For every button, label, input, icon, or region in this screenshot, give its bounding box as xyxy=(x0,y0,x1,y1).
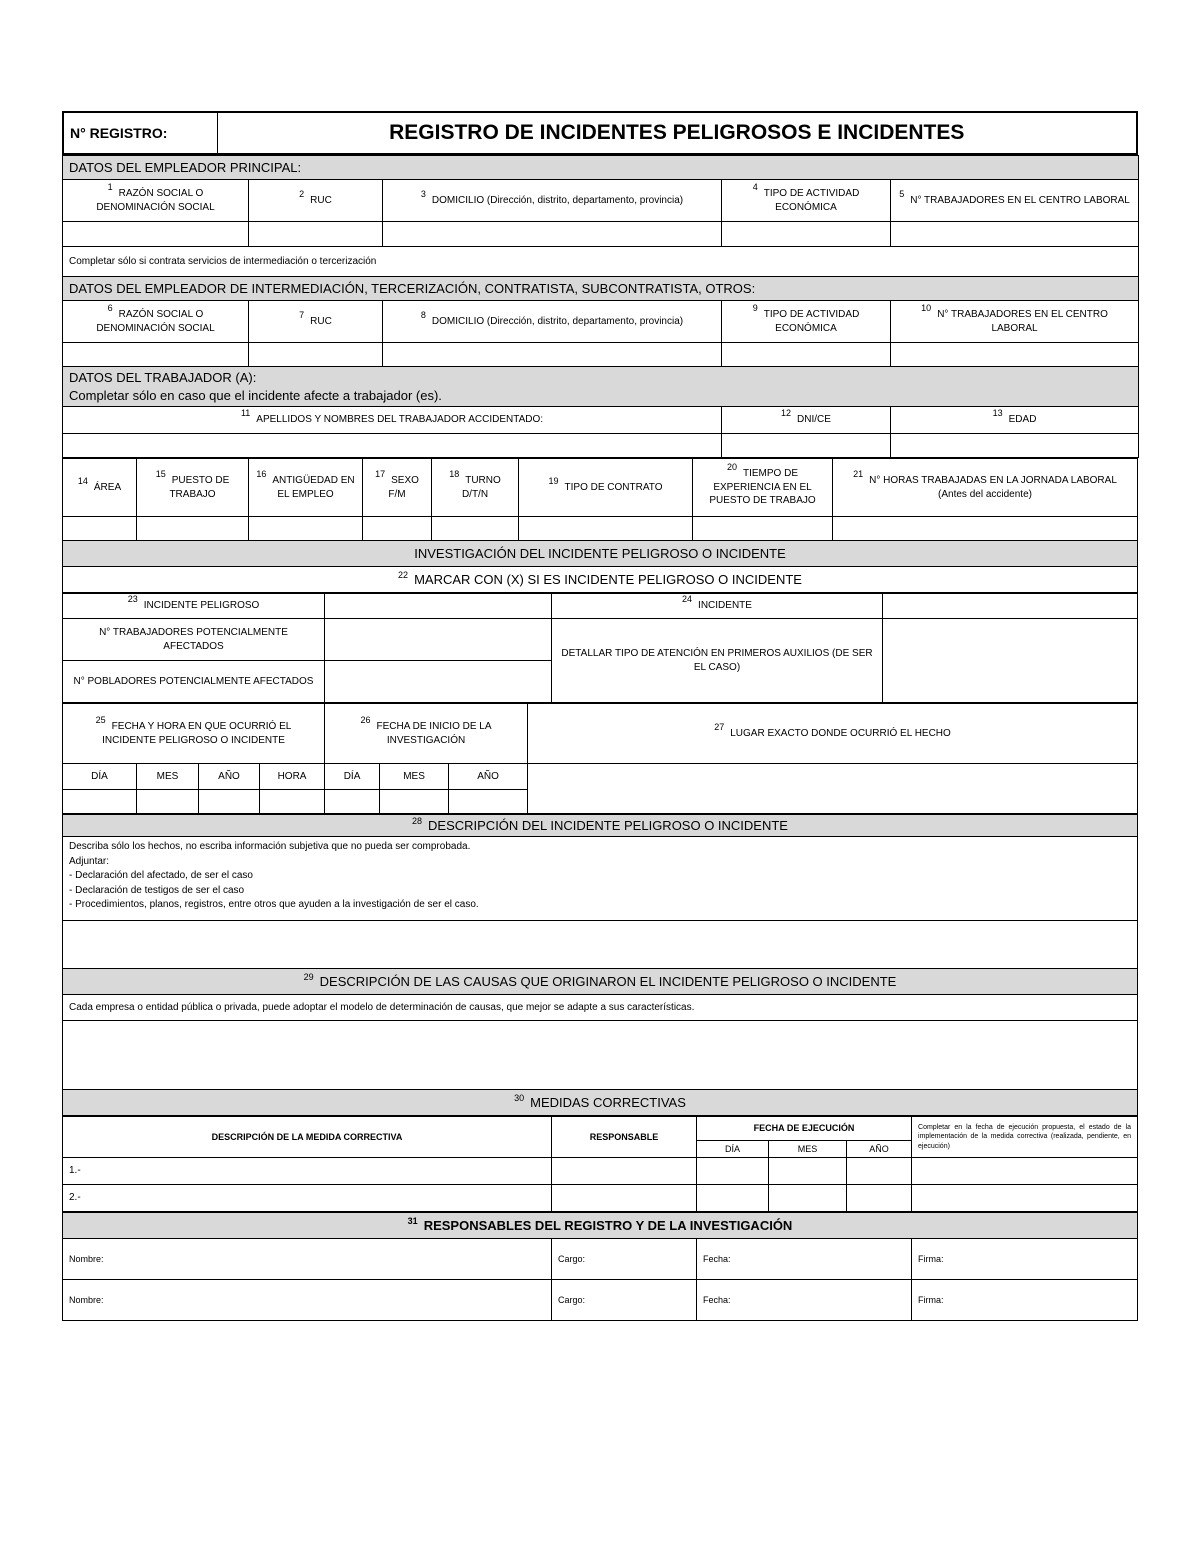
trabajador-note: Completar sólo en caso que el incidente afecte a trabajador (es). xyxy=(69,387,442,403)
input-razon-social-1[interactable] xyxy=(63,222,249,247)
trabajador-title: DATOS DEL TRABAJADOR (A): xyxy=(69,369,257,385)
incident-register-form xyxy=(62,111,1138,1321)
field-antiguedad-16: 16ANTIGÜEDAD EN EL EMPLEO xyxy=(249,459,363,517)
trabajadores-afectados-label: N° TRABAJADORES POTENCIALMENTE AFECTADOS xyxy=(63,619,325,661)
input-trabajadores-5[interactable] xyxy=(891,222,1139,247)
fecha-inicio-label: 26FECHA DE INICIO DE LA INVESTIGACIÓN xyxy=(325,704,528,764)
input-descripcion[interactable] xyxy=(63,921,1138,969)
input-contrato-19[interactable] xyxy=(519,517,693,541)
input-mes-ejecucion[interactable] xyxy=(769,1185,847,1212)
worker-detail-table xyxy=(62,458,1138,593)
field-experiencia-20: 20TIEMPO DE EXPERIENCIA EN EL PUESTO DE TRABAJO xyxy=(693,459,833,517)
responsables-title: $^{31}$ RESPONSABLES DEL REGISTRO Y DE LA INVESTIGACIÓN xyxy=(63,1213,1138,1239)
descripcion-instructions xyxy=(63,837,1138,921)
lugar-label: 27LUGAR EXACTO DONDE OCURRIÓ EL HECHO xyxy=(528,704,1138,764)
field-domicilio-3: 3DOMICILIO (Dirección, distrito, departamento, provincia) xyxy=(383,180,722,222)
input-domicilio-8[interactable] xyxy=(383,343,722,367)
firma-field[interactable]: Firma: xyxy=(912,1280,1138,1321)
descripcion-line: - Declaración de testigos de ser el caso xyxy=(69,884,245,896)
input-domicilio-3[interactable] xyxy=(383,222,722,247)
descripcion-line: - Declaración del afectado, de ser el caso xyxy=(69,870,253,881)
input-horas-21[interactable] xyxy=(833,517,1138,541)
field-actividad-9: 9TIPO DE ACTIVIDAD ECONÓMICA xyxy=(722,301,891,343)
input-incidente-peligroso[interactable] xyxy=(325,594,552,619)
field-razon-social-1: 1RAZÓN SOCIAL O DENOMINACIÓN SOCIAL xyxy=(63,180,249,222)
nombre-field[interactable]: Nombre: xyxy=(63,1239,552,1280)
registro-label: N° REGISTRO: xyxy=(63,112,217,154)
field-area-14: 14ÁREA xyxy=(63,459,137,517)
input-area-14[interactable] xyxy=(63,517,137,541)
cargo-field[interactable]: Cargo: xyxy=(552,1239,697,1280)
input-incidente[interactable] xyxy=(883,594,1138,619)
title-table xyxy=(62,111,1138,155)
fecha-field[interactable]: Fecha: xyxy=(697,1239,912,1280)
input-turno-18[interactable] xyxy=(432,517,519,541)
field-turno-18: 18TURNO D/T/N xyxy=(432,459,519,517)
col-anio-ejecucion: AÑO xyxy=(847,1141,912,1158)
pobladores-afectados-label: N° POBLADORES POTENCIALMENTE AFECTADOS xyxy=(63,661,325,703)
col-dia-inicio: DÍA xyxy=(325,764,380,790)
input-anio[interactable] xyxy=(199,790,260,814)
input-edad-13[interactable] xyxy=(891,434,1139,458)
descripcion-line: Describa sólo los hechos, no escriba información subjetiva que no pueda ser comprobada. xyxy=(69,841,471,852)
medidas-title: $^{30}$ MEDIDAS CORRECTIVAS xyxy=(63,1090,1138,1116)
col-hora: HORA xyxy=(260,764,325,790)
input-responsable[interactable] xyxy=(552,1185,697,1212)
input-actividad-9[interactable] xyxy=(722,343,891,367)
input-ruc-7[interactable] xyxy=(249,343,383,367)
input-dia-ejecucion[interactable] xyxy=(697,1158,769,1185)
input-mes-inicio[interactable] xyxy=(380,790,449,814)
description-table xyxy=(62,814,1138,1116)
input-anio-ejecucion[interactable] xyxy=(847,1158,912,1185)
field-dni-12: 12DNI/CE xyxy=(722,407,891,434)
col-dia: DÍA xyxy=(63,764,137,790)
field-domicilio-8: 8DOMICILIO (Dirección, distrito, departamento, provincia) xyxy=(383,301,722,343)
descripcion-title: $^{28}$ DESCRIPCIÓN DEL INCIDENTE PELIGROSO O INCIDENTE xyxy=(63,815,1138,837)
input-estado[interactable] xyxy=(912,1158,1138,1185)
incidente-label: 24INCIDENTE xyxy=(552,594,883,619)
corrective-measures-table xyxy=(62,1116,1138,1212)
col-estado-note: Completar en la fecha de ejecución propuesta, el estado de la implementación de la medida correctiva (realizada, pendiente, en ejecución) xyxy=(912,1117,1138,1158)
col-dia-ejecucion: DÍA xyxy=(697,1141,769,1158)
descripcion-line: Adjuntar: xyxy=(69,855,110,867)
input-lugar[interactable] xyxy=(528,764,1138,814)
input-mes[interactable] xyxy=(137,790,199,814)
input-estado[interactable] xyxy=(912,1185,1138,1212)
field-ruc-7: 7RUC xyxy=(249,301,383,343)
dates-table xyxy=(62,703,1138,814)
field-trabajadores-5: 5N° TRABAJADORES EN EL CENTRO LABORAL xyxy=(891,180,1139,222)
marcar-label: $^{22}$ MARCAR CON (X) SI ES INCIDENTE PELIGROSO O INCIDENTE xyxy=(63,567,1138,593)
input-sexo-17[interactable] xyxy=(363,517,432,541)
input-mes-ejecucion[interactable] xyxy=(769,1158,847,1185)
col-anio-inicio: AÑO xyxy=(449,764,528,790)
primeros-auxilios-label: DETALLAR TIPO DE ATENCIÓN EN PRIMEROS AUXILIOS (DE SER EL CASO) xyxy=(552,619,883,703)
medida-row-label[interactable]: 2.- xyxy=(63,1185,552,1212)
causas-title: $^{29}$ DESCRIPCIÓN DE LAS CAUSAS QUE ORIGINARON EL INCIDENTE PELIGROSO O INCIDENTE xyxy=(63,969,1138,995)
section-title-trabajador xyxy=(63,367,1139,407)
nombre-field[interactable]: Nombre: xyxy=(63,1280,552,1321)
intermediacion-note: Completar sólo si contrata servicios de intermediación o tercerización xyxy=(63,247,1139,277)
medida-row-label[interactable]: 1.- xyxy=(63,1158,552,1185)
fecha-field[interactable]: Fecha: xyxy=(697,1280,912,1321)
input-hora[interactable] xyxy=(260,790,325,814)
field-sexo-17: 17SEXO F/M xyxy=(363,459,432,517)
field-contrato-19: 19TIPO DE CONTRATO xyxy=(519,459,693,517)
field-actividad-4: 4TIPO DE ACTIVIDAD ECONÓMICA xyxy=(722,180,891,222)
col-mes: MES xyxy=(137,764,199,790)
col-anio: AÑO xyxy=(199,764,260,790)
field-trabajadores-10: 10N° TRABAJADORES EN EL CENTRO LABORAL xyxy=(891,301,1139,343)
input-causas[interactable] xyxy=(63,1021,1138,1090)
input-anio-inicio[interactable] xyxy=(449,790,528,814)
input-experiencia-20[interactable] xyxy=(693,517,833,541)
input-primeros-auxilios[interactable] xyxy=(883,619,1138,703)
input-trabajadores-10[interactable] xyxy=(891,343,1139,367)
field-razon-social-6: 6RAZÓN SOCIAL O DENOMINACIÓN SOCIAL xyxy=(63,301,249,343)
input-razon-social-6[interactable] xyxy=(63,343,249,367)
field-horas-21: 21N° HORAS TRABAJADAS EN LA JORNADA LABORAL (Antes del accidente) xyxy=(833,459,1138,517)
input-anio-ejecucion[interactable] xyxy=(847,1185,912,1212)
col-mes-inicio: MES xyxy=(380,764,449,790)
responsables-table xyxy=(62,1212,1138,1321)
incidente-peligroso-label: 23INCIDENTE PELIGROSO xyxy=(63,594,325,619)
employer-table xyxy=(62,155,1139,458)
col-mes-ejecucion: MES xyxy=(769,1141,847,1158)
input-dia-ejecucion[interactable] xyxy=(697,1185,769,1212)
input-antiguedad-16[interactable] xyxy=(249,517,363,541)
input-ruc-2[interactable] xyxy=(249,222,383,247)
input-dni-12[interactable] xyxy=(722,434,891,458)
col-fecha-ejecucion: FECHA DE EJECUCIÓN xyxy=(697,1117,912,1141)
input-actividad-4[interactable] xyxy=(722,222,891,247)
fecha-hora-label: 25FECHA Y HORA EN QUE OCURRIÓ EL INCIDENTE PELIGROSO O INCIDENTE xyxy=(63,704,325,764)
firma-field[interactable]: Firma: xyxy=(912,1239,1138,1280)
field-ruc-2: 2RUC xyxy=(249,180,383,222)
input-dia[interactable] xyxy=(63,790,137,814)
cargo-field[interactable]: Cargo: xyxy=(552,1280,697,1321)
col-responsable: RESPONSABLE xyxy=(552,1117,697,1158)
section-title-investigacion: INVESTIGACIÓN DEL INCIDENTE PELIGROSO O INCIDENTE xyxy=(63,541,1138,567)
descripcion-line: - Procedimientos, planos, registros, entre otros que ayuden a la investigación de ser el caso. xyxy=(69,899,479,910)
page-title: REGISTRO DE INCIDENTES PELIGROSOS E INCIDENTES xyxy=(217,112,1137,154)
input-puesto-15[interactable] xyxy=(137,517,249,541)
col-descripcion-medida: DESCRIPCIÓN DE LA MEDIDA CORRECTIVA xyxy=(63,1117,552,1158)
input-dia-inicio[interactable] xyxy=(325,790,380,814)
input-trabajadores-afectados[interactable] xyxy=(325,619,552,661)
field-puesto-15: 15PUESTO DE TRABAJO xyxy=(137,459,249,517)
section-title-principal: DATOS DEL EMPLEADOR PRINCIPAL: xyxy=(63,156,1139,180)
input-responsable[interactable] xyxy=(552,1158,697,1185)
field-edad-13: 13EDAD xyxy=(891,407,1139,434)
field-apellidos-11: 11APELLIDOS Y NOMBRES DEL TRABAJADOR ACCIDENTADO: xyxy=(63,407,722,434)
section-title-intermediacion: DATOS DEL EMPLEADOR DE INTERMEDIACIÓN, TERCERIZACIÓN, CONTRATISTA, SUBCONTRATISTA, OTROS: xyxy=(63,277,1139,301)
causas-note: Cada empresa o entidad pública o privada, puede adoptar el modelo de determinación de causas, que mejor se adapte a sus características. xyxy=(63,995,1138,1021)
input-pobladores-afectados[interactable] xyxy=(325,661,552,703)
input-apellidos-11[interactable] xyxy=(63,434,722,458)
incident-type-table xyxy=(62,593,1138,703)
